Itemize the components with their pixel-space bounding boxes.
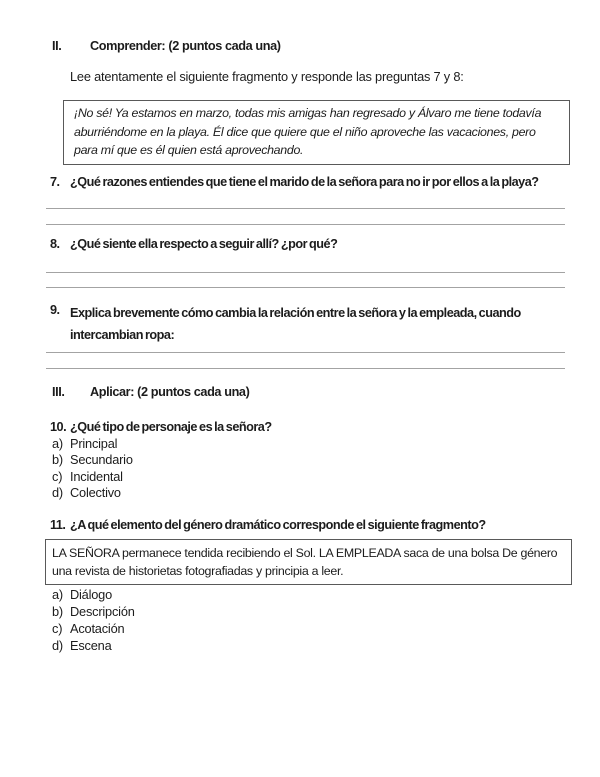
option-letter: c) [52, 468, 63, 484]
option-label: Diálogo [70, 586, 112, 602]
answer-line [46, 224, 565, 225]
option-letter: b) [52, 603, 63, 619]
option-q10-a [46, 436, 572, 453]
option-label: Colectivo [70, 485, 121, 501]
option-label: Escena [70, 637, 112, 653]
option-label: Descripción [70, 603, 135, 619]
option-q11-c [46, 620, 572, 637]
instructions-text: Lee atentamente el siguiente fragmento y responde las preguntas 7 y 8: [70, 69, 464, 84]
fragment-box-2 [45, 539, 572, 585]
answer-line [46, 352, 565, 353]
section-aplicar-numeral: III. [52, 384, 65, 399]
option-q11-a [46, 586, 572, 603]
question-8-text: ¿Qué siente ella respecto a seguir allí? ¿por qué? [70, 236, 338, 251]
option-label: Acotación [70, 620, 125, 636]
question-11-number: 11. [50, 517, 66, 532]
question-10 [50, 419, 572, 435]
section-aplicar-heading [52, 384, 572, 400]
section-comprender-numeral: II. [52, 39, 62, 53]
option-letter: d) [52, 485, 63, 501]
option-letter: d) [52, 637, 63, 653]
fragment-box-1-text: ¡No sé! Ya estamos en marzo, todas mis amigas han regresado y Álvaro me tiene todavía aburriéndome en la playa. Él dice que quiere que el niño aproveche las vacaciones, pero para mí que es él quien está aprovechando. [74, 106, 542, 157]
option-q11-b [46, 603, 572, 620]
question-11 [50, 517, 572, 533]
question-11-options [46, 586, 572, 654]
option-letter: a) [52, 586, 63, 602]
question-9 [50, 302, 572, 346]
option-q10-c [46, 469, 572, 486]
question-11-text: ¿A qué elemento del género dramático corresponde el siguiente fragmento? [70, 517, 486, 532]
answer-line [46, 208, 565, 209]
answer-line [46, 368, 565, 369]
answer-line [46, 272, 565, 273]
section-comprender-title: Comprender: (2 puntos cada una) [90, 39, 281, 53]
option-label: Incidental [70, 468, 123, 484]
option-label: Principal [70, 435, 118, 451]
question-9-number: 9. [50, 303, 60, 317]
option-q11-d [46, 637, 572, 654]
question-7 [50, 174, 572, 190]
question-7-text: ¿Qué razones entiendes que tiene el marido de la señora para no ir por ellos a la playa? [70, 174, 539, 189]
question-7-number: 7. [50, 174, 60, 189]
option-q10-d [46, 485, 572, 502]
fragment-box-2-text: LA SEÑORA permanece tendida recibiendo el Sol. LA EMPLEADA saca de una bolsa De género una revista de historietas fotografiadas y principia a leer. [52, 545, 558, 579]
question-10-number: 10. [50, 419, 67, 434]
question-9-text: Explica brevemente cómo cambia la relación entre la señora y la empleada, cuando intercambian ropa: [70, 306, 521, 342]
section-aplicar-title: Aplicar: (2 puntos cada una) [90, 384, 250, 399]
option-letter: c) [52, 620, 63, 636]
fragment-box-1 [63, 100, 570, 165]
question-8-number: 8. [50, 236, 60, 251]
option-q10-b [46, 452, 572, 469]
answer-line [46, 287, 565, 288]
question-8 [50, 236, 572, 252]
option-letter: a) [52, 435, 63, 451]
option-label: Secundario [70, 452, 133, 468]
option-letter: b) [52, 452, 63, 468]
section-comprender-heading [52, 38, 572, 54]
question-10-options [46, 436, 572, 502]
question-10-text: ¿Qué tipo de personaje es la señora? [70, 419, 272, 434]
